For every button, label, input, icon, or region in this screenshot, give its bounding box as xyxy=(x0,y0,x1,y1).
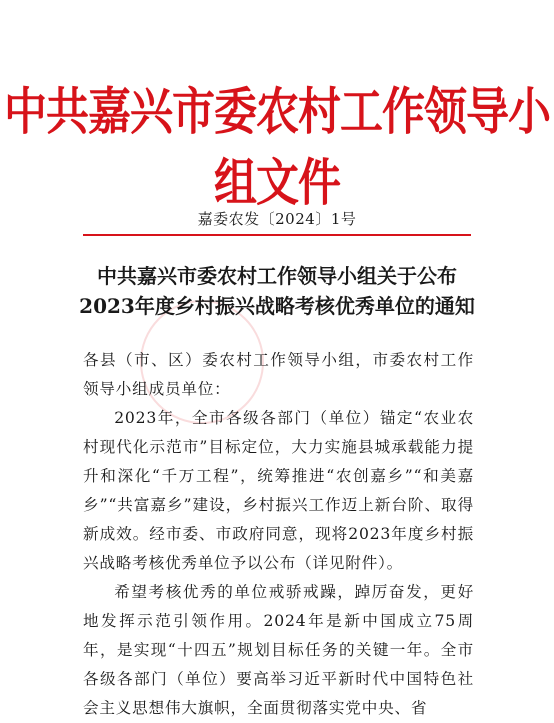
salutation: 各县（市、区）委农村工作领导小组，市委农村工作领导小组成员单位： xyxy=(83,351,474,398)
document-number: 嘉委农发〔2024〕1号 xyxy=(197,210,357,228)
notice-title-line2: 2023年度乡村振兴战略考核优秀单位的通知 xyxy=(79,294,475,318)
notice-title xyxy=(0,261,554,321)
red-divider-line xyxy=(83,234,471,236)
notice-title-line1: 中共嘉兴市委农村工作领导小组关于公布 xyxy=(97,264,457,288)
body-paragraph-1: 2023年，全市各级各部门（单位）锚定“农业农村现代化示范市”目标定位，大力实施县城承载能力提升和深化“千万工程”，统筹推进“农创嘉乡”“和美嘉乡”“共富嘉乡”建设，乡村振兴工作迈上新台阶、取得新成效。经市委、市政府同意，现将2023年度乡村振兴战略考核优秀单位予以公布（详见附件）。 xyxy=(83,409,474,572)
body-paragraph-2: 希望考核优秀的单位戒骄戒躁，踔厉奋发，更好地发挥示范引领作用。2024年是新中国成立75周年，是实现“十四五”规划目标任务的关键一年。全市各级各部门（单位）要高举习近平新时代中国特色社会主义思想伟大旗帜，全面贯彻落实党中央、省 xyxy=(83,583,474,717)
document-header-title: 中共嘉兴市委农村工作领导小组文件 xyxy=(4,83,550,213)
document-body xyxy=(83,346,474,723)
